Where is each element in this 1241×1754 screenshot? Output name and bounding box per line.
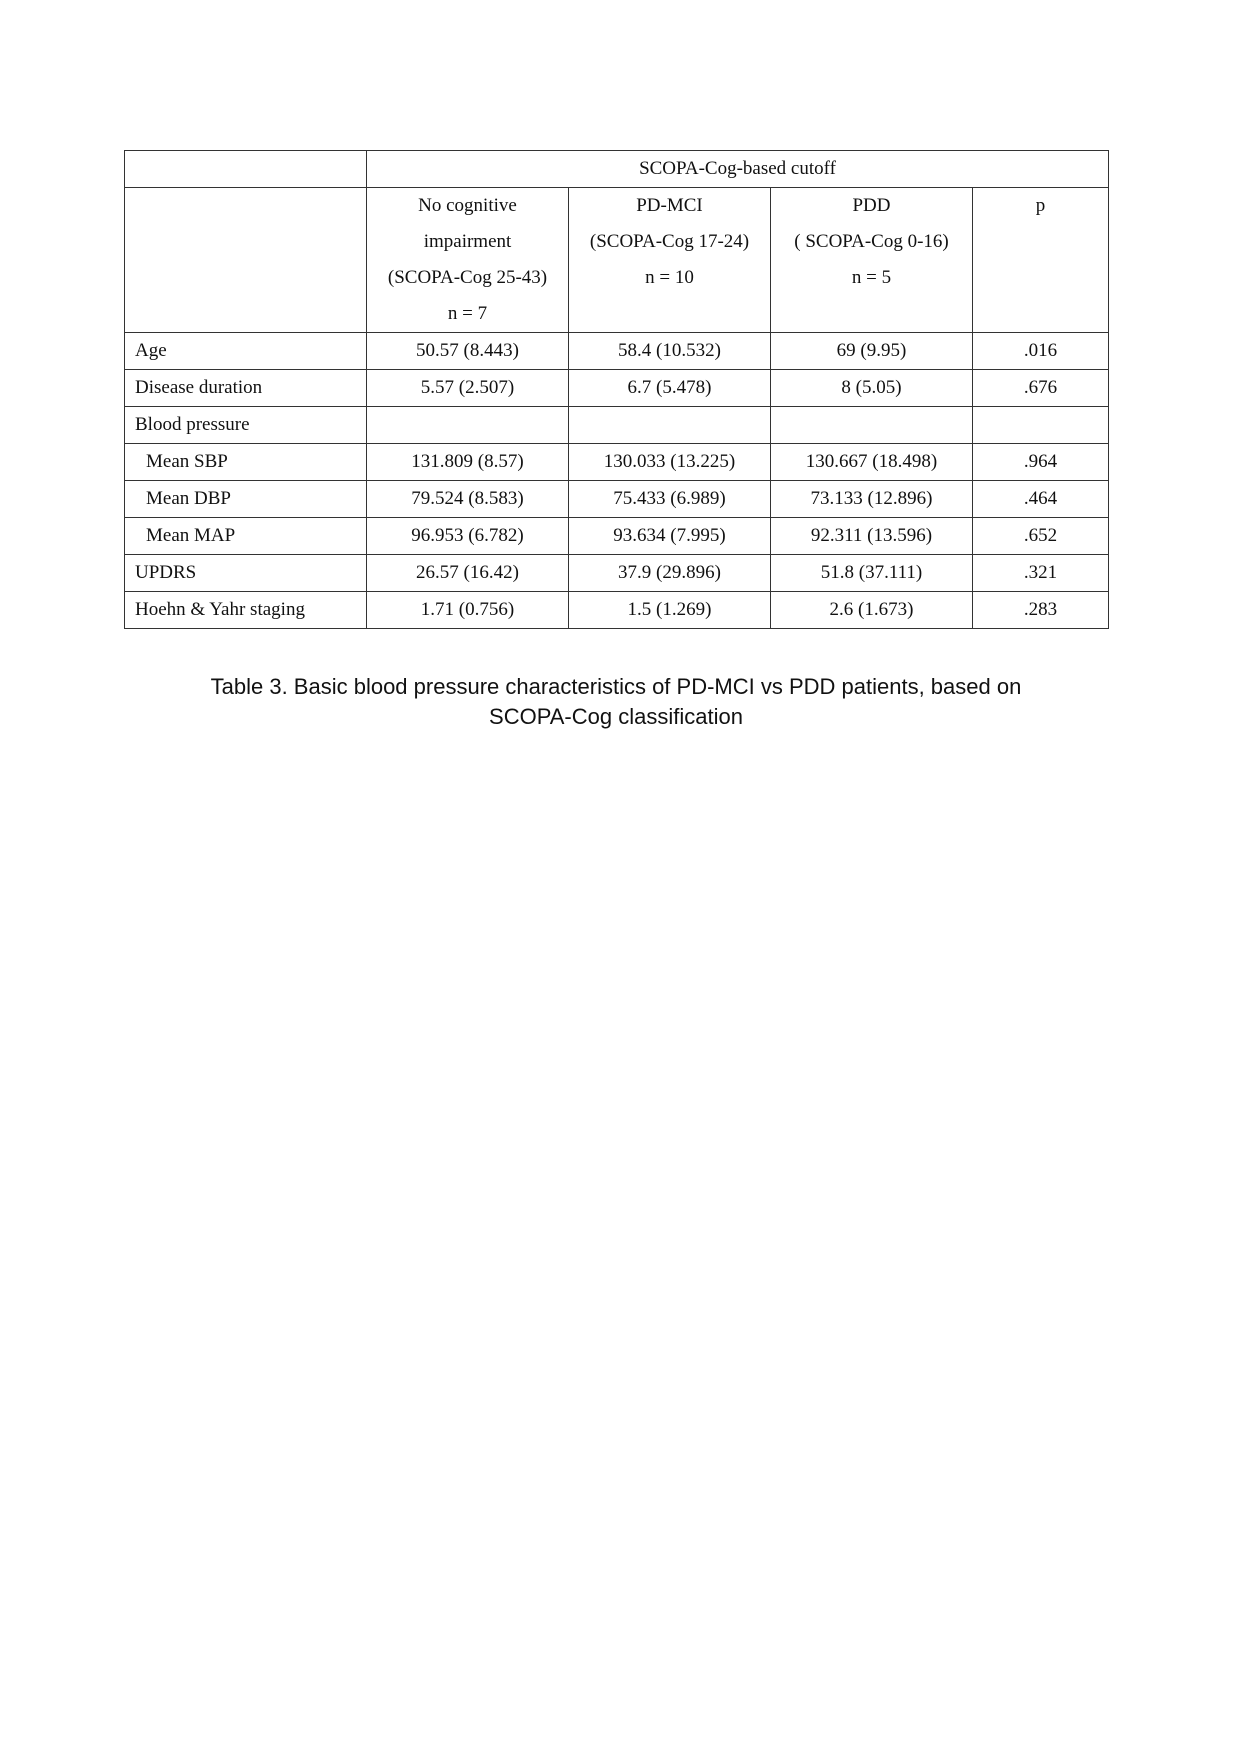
table-cell: 26.57 (16.42) <box>367 555 569 592</box>
table-cell: 5.57 (2.507) <box>367 370 569 407</box>
table-cell: 75.433 (6.989) <box>569 481 771 518</box>
caption-line: SCOPA-Cog classification <box>489 704 743 729</box>
column-header-pd-mci <box>569 188 771 333</box>
table-row <box>125 555 1109 592</box>
header-line: ( SCOPA-Cog 0-16) <box>794 231 949 252</box>
table-row <box>125 518 1109 555</box>
table-cell: .464 <box>973 481 1109 518</box>
header-line: impairment <box>423 231 512 252</box>
header-line: n = 7 <box>447 303 488 324</box>
table-cell: 73.133 (12.896) <box>771 481 973 518</box>
header-line: p <box>1035 195 1046 216</box>
empty-header-cell <box>125 188 367 333</box>
table-row <box>125 333 1109 370</box>
table-cell: .321 <box>973 555 1109 592</box>
row-label: UPDRS <box>125 555 367 592</box>
table-cell: .964 <box>973 444 1109 481</box>
table-cell: 79.524 (8.583) <box>367 481 569 518</box>
header-line: No cognitive <box>418 195 517 216</box>
table-cell: 92.311 (13.596) <box>771 518 973 555</box>
caption-line: Table 3. Basic blood pressure characteristics of PD-MCI vs PDD patients, based on <box>210 674 1022 699</box>
column-header-row <box>125 188 1109 333</box>
table-cell: 50.57 (8.443) <box>367 333 569 370</box>
group-header-row <box>125 151 1109 188</box>
table-cell: .676 <box>973 370 1109 407</box>
table-cell: 37.9 (29.896) <box>569 555 771 592</box>
table-cell: 130.667 (18.498) <box>771 444 973 481</box>
table-cell: 130.033 (13.225) <box>569 444 771 481</box>
table-cell <box>569 407 771 444</box>
table-cell: 69 (9.95) <box>771 333 973 370</box>
row-label: Hoehn & Yahr staging <box>125 592 367 629</box>
table-cell: 131.809 (8.57) <box>367 444 569 481</box>
table-cell: 1.71 (0.756) <box>367 592 569 629</box>
table-cell: 51.8 (37.111) <box>771 555 973 592</box>
table-caption <box>124 672 1108 732</box>
row-label: Mean DBP <box>125 481 367 518</box>
table-cell: .652 <box>973 518 1109 555</box>
table-cell: 58.4 (10.532) <box>569 333 771 370</box>
table-cell: .283 <box>973 592 1109 629</box>
column-header-p <box>973 188 1109 333</box>
table-cell: 6.7 (5.478) <box>569 370 771 407</box>
group-header-cell: SCOPA-Cog-based cutoff <box>367 151 1109 188</box>
table-cell <box>973 407 1109 444</box>
row-label: Blood pressure <box>125 407 367 444</box>
header-line: (SCOPA-Cog 17-24) <box>589 231 750 252</box>
table-row <box>125 592 1109 629</box>
row-label: Age <box>125 333 367 370</box>
characteristics-table <box>124 150 1109 629</box>
table-cell: .016 <box>973 333 1109 370</box>
table-cell: 93.634 (7.995) <box>569 518 771 555</box>
row-label: Mean MAP <box>125 518 367 555</box>
table-row <box>125 370 1109 407</box>
table-cell: 2.6 (1.673) <box>771 592 973 629</box>
table-row <box>125 444 1109 481</box>
table-cell: 1.5 (1.269) <box>569 592 771 629</box>
header-line: (SCOPA-Cog 25-43) <box>387 267 548 288</box>
row-label: Disease duration <box>125 370 367 407</box>
column-header-pdd <box>771 188 973 333</box>
table-row <box>125 407 1109 444</box>
row-label: Mean SBP <box>125 444 367 481</box>
table-row <box>125 481 1109 518</box>
header-line: PD-MCI <box>636 195 703 216</box>
column-header-no-impairment <box>367 188 569 333</box>
empty-corner-cell <box>125 151 367 188</box>
table-cell: 96.953 (6.782) <box>367 518 569 555</box>
header-line: n = 5 <box>851 267 892 288</box>
table-cell <box>367 407 569 444</box>
header-line: n = 10 <box>645 267 694 288</box>
table-cell <box>771 407 973 444</box>
table-cell: 8 (5.05) <box>771 370 973 407</box>
header-line: PDD <box>852 195 891 216</box>
